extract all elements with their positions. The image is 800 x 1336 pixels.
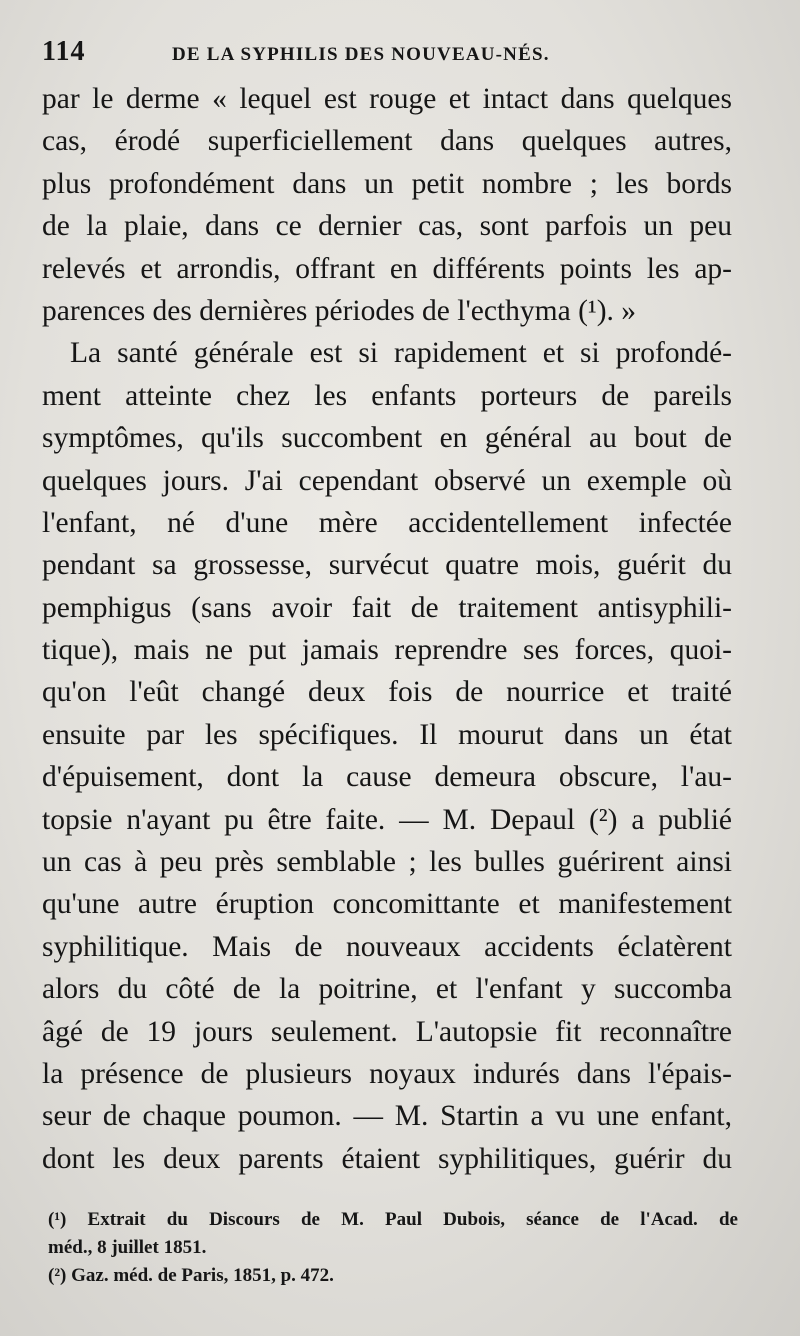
text-line: âgé de 19 jours seulement. L'autopsie fit reconnaître xyxy=(42,1015,732,1048)
body-text xyxy=(42,78,732,1180)
text-line: La santé générale est si rapidement et si profondé- xyxy=(70,337,732,370)
footnote-1: (¹) Extrait du Discours de M. Paul Dubois, séance de l'Acad. de xyxy=(48,1209,738,1230)
text-line: un cas à peu près semblable ; les bulles guérirent ainsi xyxy=(42,846,732,879)
text-line: symptômes, qu'ils succombent en général au bout de xyxy=(42,422,732,455)
text-line: topsie n'ayant pu être faite. — M. Depaul (²) a publié xyxy=(42,803,732,836)
text-line: pendant sa grossesse, survécut quatre mois, guérit du xyxy=(42,549,732,582)
text-line: pemphigus (sans avoir fait de traitement antisyphili- xyxy=(42,591,732,624)
text-line: syphilitique. Mais de nouveaux accidents éclatèrent xyxy=(42,930,732,963)
text-line: la présence de plusieurs noyaux indurés dans l'épais- xyxy=(42,1057,732,1090)
footnote-1-continued: méd., 8 juillet 1851. xyxy=(48,1237,207,1258)
text-line: l'enfant, né d'une mère accidentellement infectée xyxy=(42,506,732,539)
text-line: plus profondément dans un petit nombre ; les bords xyxy=(42,167,732,200)
text-line: tique), mais ne put jamais reprendre ses forces, quoi- xyxy=(42,634,732,667)
running-header xyxy=(42,36,742,76)
text-line: cas, érodé superficiellement dans quelques autres, xyxy=(42,125,732,158)
text-line: de la plaie, dans ce dernier cas, sont parfois un peu xyxy=(42,210,732,243)
text-line: qu'on l'eût changé deux fois de nourrice et traité xyxy=(42,676,732,709)
text-line: relevés et arrondis, offrant en différents points les ap- xyxy=(42,252,732,285)
text-line: par le derme « lequel est rouge et intact dans quelques xyxy=(42,83,732,115)
footnotes xyxy=(48,1206,738,1290)
text-line: quelques jours. J'ai cependant observé un exemple où xyxy=(42,464,732,497)
footnote-2: (²) Gaz. méd. de Paris, 1851, p. 472. xyxy=(48,1265,334,1286)
running-title: DE LA SYPHILIS DES NOUVEAU-NÉS. xyxy=(172,44,550,65)
page-number: 114 xyxy=(42,36,86,67)
text-line: ensuite par les spécifiques. Il mourut dans un état xyxy=(42,718,732,751)
text-line: qu'une autre éruption concomittante et manifestement xyxy=(42,888,732,921)
text-line: alors du côté de la poitrine, et l'enfant y succomba xyxy=(42,973,732,1006)
text-line: ment atteinte chez les enfants porteurs de pareils xyxy=(42,379,732,412)
text-line: d'épuisement, dont la cause demeura obscure, l'au- xyxy=(42,761,732,794)
text-line: parences des dernières périodes de l'ecthyma (¹). » xyxy=(42,294,637,327)
text-line: seur de chaque poumon. — M. Startin a vu une enfant, xyxy=(42,1100,732,1133)
text-line: dont les deux parents étaient syphilitiques, guérir du xyxy=(42,1142,732,1175)
